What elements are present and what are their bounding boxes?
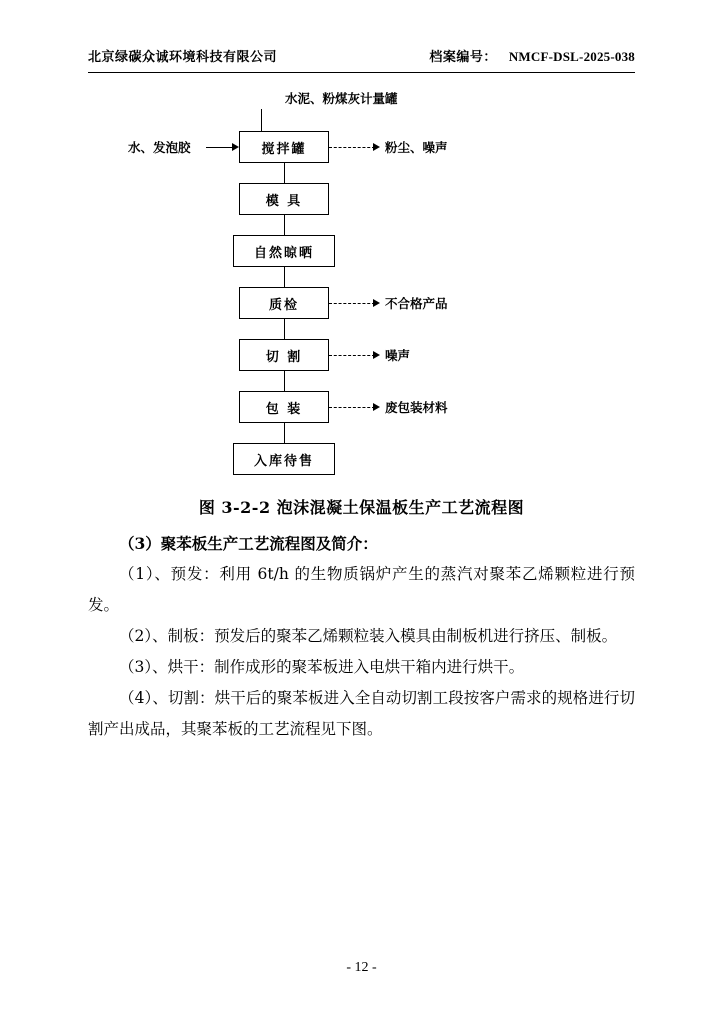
arrow-out-2 [373,351,380,359]
body-item-2: （3）、烘干：制作成形的聚苯板进入电烘干箱内进行烘干。 [119,658,525,676]
header-archive-code: NMCF-DSL-2025-038 [508,49,635,64]
arrow-out-1 [373,299,380,307]
connector-out-3 [329,407,375,408]
flow-node-2: 自然晾晒 [233,235,335,267]
flow-node-6: 入库待售 [233,443,335,475]
body-item-1: （2）、制板：预发后的聚苯乙烯颗粒装入模具由制板机进行挤压、制板。 [119,627,618,645]
header-company-name: 北京绿碳众诚环境科技有限公司 [88,50,278,65]
flow-input-top: 水泥、粉煤灰计量罐 [285,91,398,106]
process-flowchart [88,89,635,489]
header-divider [88,72,635,73]
header-archive-label: 档案编号： [429,50,497,65]
arrow-left-right [232,143,239,151]
figure-caption: 图 3-2-2 泡沫混凝土保温板生产工艺流程图 [198,498,525,517]
arrow-out-3 [373,403,380,411]
flow-node-5: 包 装 [239,391,329,423]
connector-out-2 [329,355,375,356]
arrow-out-0 [373,143,380,151]
flow-output-0: 粉尘、噪声 [385,140,448,155]
section-title: （3）聚苯板生产工艺流程图及简介： [119,534,378,553]
flow-node-4: 切 割 [239,339,329,371]
page-header [88,0,635,65]
connector-left-horizontal [206,147,235,148]
page-number: - 12 - [346,960,377,975]
flow-input-left: 水、发泡胶 [128,140,191,155]
body-item-3: （4）、切割：烘干后的聚苯板进入全自动切割工段按客户需求的规格进行切割产出成品，其聚苯板的工艺流程见下图。 [88,689,635,738]
header-archive [429,46,635,65]
flow-output-2: 噪声 [385,348,411,363]
flow-node-1: 模 具 [239,183,329,215]
flow-output-1: 不合格产品 [385,296,448,311]
page-footer [0,960,723,976]
flow-output-3: 废包装材料 [385,400,448,415]
body-item-0: （1）、预发：利用 6t/h 的生物质锅炉产生的蒸汽对聚苯乙烯颗粒进行预发。 [88,565,635,614]
connector-out-0 [329,147,375,148]
flow-node-0: 搅拌罐 [239,131,329,163]
connector-out-1 [329,303,375,304]
flow-node-3: 质检 [239,287,329,319]
